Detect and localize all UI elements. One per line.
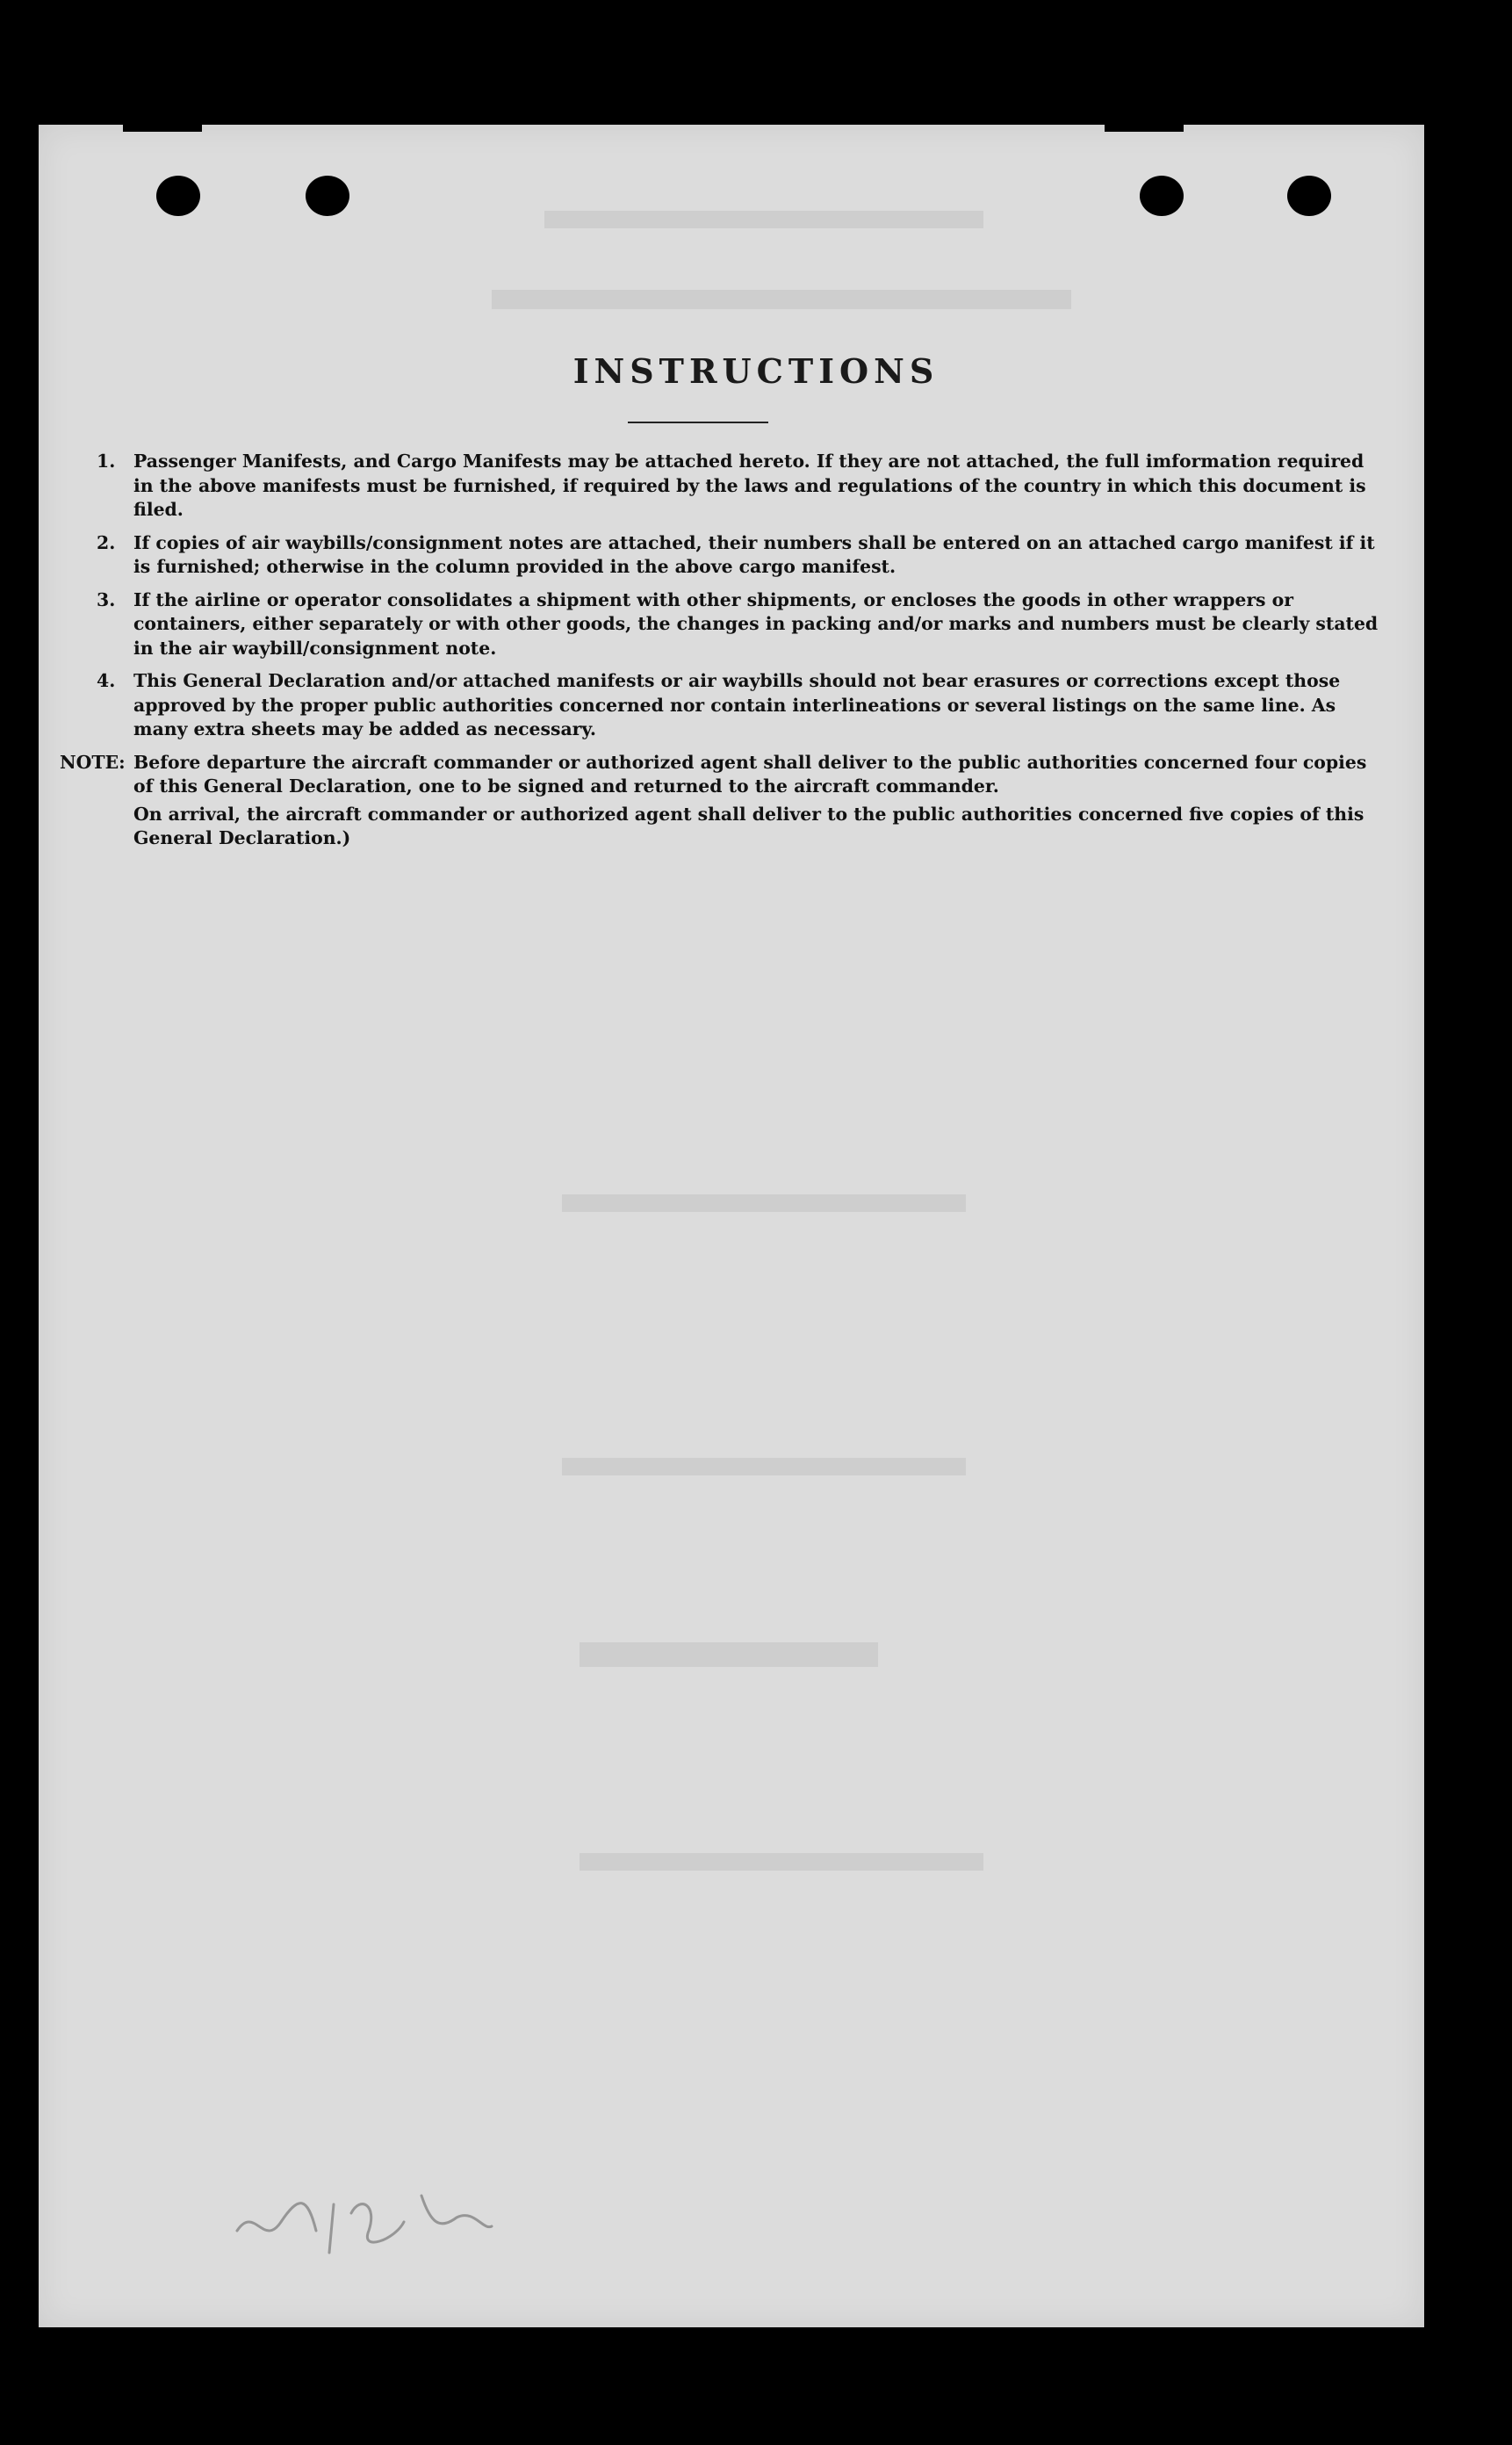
- punch-hole: [1287, 176, 1331, 216]
- punch-hole: [156, 176, 200, 216]
- instructions-body: [60, 450, 1380, 855]
- bleed-through-mark: [580, 1853, 983, 1871]
- punch-hole: [306, 176, 349, 216]
- instruction-number: 1.: [97, 451, 116, 472]
- page-tab: [123, 118, 202, 132]
- bleed-through-mark: [492, 290, 1071, 309]
- instruction-text: Passenger Manifests, and Cargo Manifests may be attached hereto. If they are not attached, the full imformation required in the above manifests must be furnished, if required by the laws and regulations of the country in which this document is filed.: [133, 451, 1366, 520]
- heading-underline: [628, 422, 768, 423]
- punch-hole: [1140, 176, 1184, 216]
- note-paragraph: On arrival, the aircraft commander or authorized agent shall deliver to the public authorities concerned five copies of this General Declaration.): [133, 803, 1364, 848]
- note-paragraph-wrapper: [97, 751, 1380, 799]
- instruction-text: If the airline or operator consolidates a shipment with other shipments, or encloses the goods in other wrappers or containers, either separately or with other goods, the changes in packing and/or marks and numbers must be clearly stated in the air waybill/consignment note.: [133, 588, 1379, 659]
- instruction-item: [97, 669, 1380, 742]
- bleed-through-mark: [580, 1642, 878, 1667]
- page-tab: [1105, 118, 1184, 132]
- instruction-item: [97, 450, 1380, 523]
- instructions-heading: INSTRUCTIONS: [572, 351, 940, 391]
- instruction-text: If copies of air waybills/consignment notes are attached, their numbers shall be entered on an attached cargo manifest if it is furnished; otherwise in the column provided in the above cargo manifest.: [133, 531, 1375, 577]
- note-paragraph: Before departure the aircraft commander or authorized agent shall deliver to the public authorities concerned four copies of this General Declaration, one to be signed and returned to the aircraft commander.: [133, 751, 1367, 797]
- instruction-item: [97, 531, 1380, 580]
- instruction-text: This General Declaration and/or attached manifests or air waybills should not bear erasures or corrections except those approved by the proper public authorities concerned nor contain interlineations or several listings on the same line. As many extra sheets may be added as necessary.: [133, 670, 1341, 739]
- instruction-number: 3.: [97, 588, 116, 610]
- instruction-item: [97, 588, 1380, 661]
- bleed-through-mark: [544, 211, 983, 228]
- bleed-through-mark: [562, 1458, 966, 1475]
- note-block: [60, 751, 1380, 851]
- instruction-number: 4.: [97, 670, 116, 691]
- note-paragraph-wrapper: [97, 803, 1380, 851]
- handwritten-signature: [228, 2169, 544, 2266]
- note-label: NOTE:: [60, 751, 126, 773]
- instruction-number: 2.: [97, 531, 116, 553]
- bleed-through-mark: [562, 1194, 966, 1212]
